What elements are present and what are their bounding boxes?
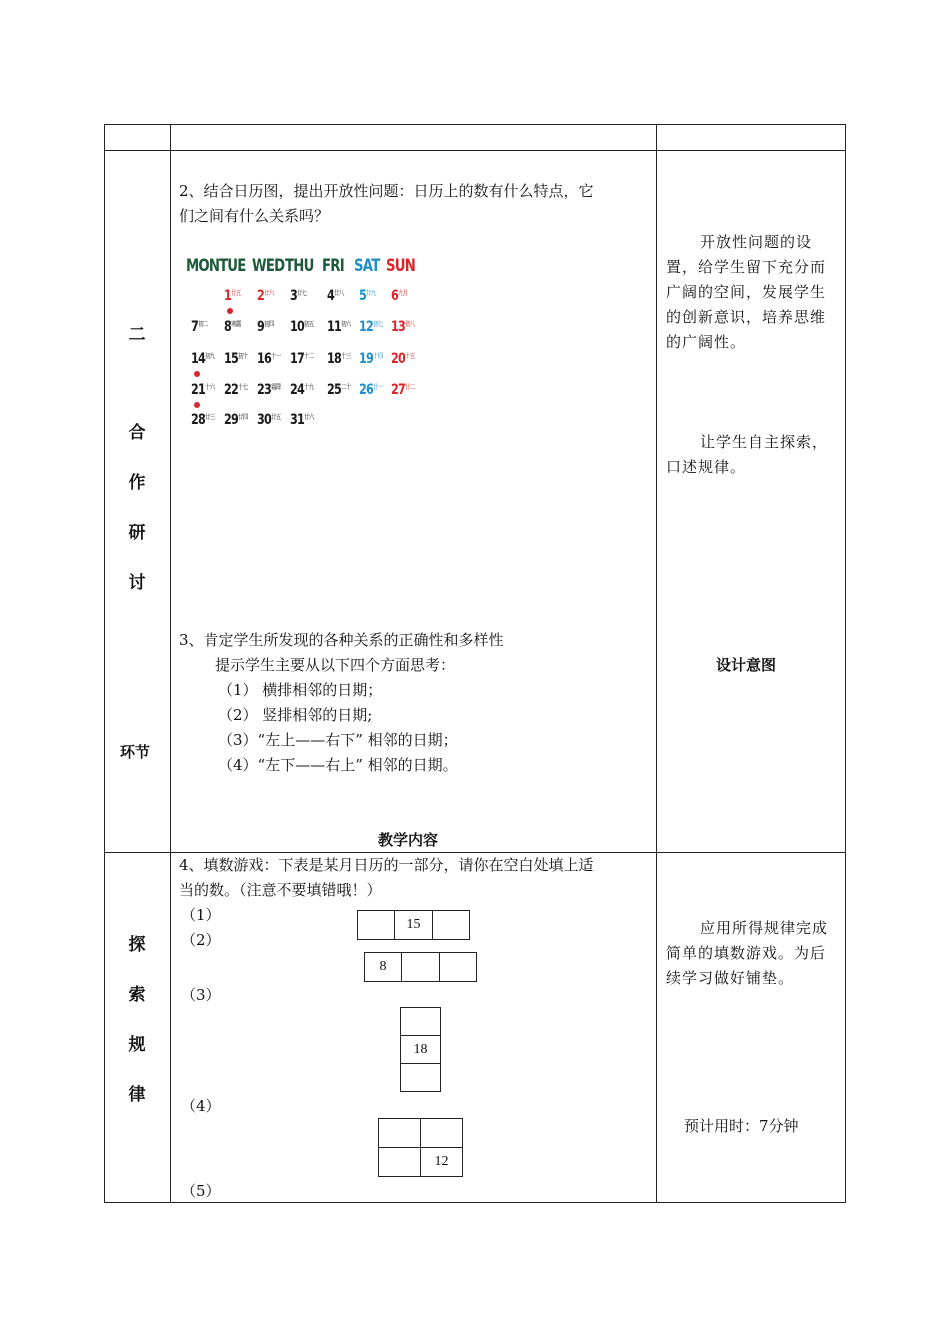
calendar-lunar-date: 十五	[404, 352, 415, 360]
calendar-day	[391, 319, 415, 335]
grid4-cell[interactable]	[378, 1118, 421, 1148]
grid3-cell[interactable]: 18	[400, 1035, 441, 1064]
calendar-lunar-date: 廿九	[366, 289, 376, 297]
grid1-cell[interactable]	[432, 910, 470, 940]
calendar-lunar-date: 霜降	[270, 383, 281, 391]
calendar-lunar-date: 廿三	[204, 413, 215, 421]
calendar-mark-dot	[227, 308, 233, 314]
grid4-cell[interactable]	[420, 1118, 463, 1148]
calendar-day-number: 19	[359, 351, 373, 367]
calendar-day	[290, 319, 314, 335]
calendar-day-number: 18	[327, 351, 341, 367]
calendar-lunar-date: 二十	[340, 383, 351, 391]
item3-point-2: （2） 竖排相邻的日期;	[218, 706, 373, 724]
calendar-lunar-date: 十三	[340, 352, 351, 360]
calendar-day	[191, 351, 215, 367]
calendar-weekday: WED	[252, 256, 285, 276]
calendar-weekday: FRI	[322, 256, 344, 276]
calendar-day-number: 23	[257, 382, 271, 398]
calendar-day	[224, 412, 248, 428]
calendar-day	[290, 412, 314, 428]
item3-point-4: （4）“左下——右上” 相邻的日期。	[218, 756, 458, 774]
calendar-weekday: TUE	[219, 256, 246, 276]
grid2-cell[interactable]: 8	[364, 952, 402, 982]
calendar-weekday: THU	[285, 256, 314, 276]
calendar-day	[359, 319, 383, 335]
calendar-day-number: 4	[327, 288, 334, 304]
calendar-lunar-date: 初九	[204, 352, 215, 360]
calendar-day-number: 30	[257, 412, 271, 428]
calendar-day	[290, 351, 314, 367]
stage-char-1: 二	[128, 325, 146, 345]
calendar-day	[327, 319, 351, 335]
calendar-lunar-date: 寒露	[231, 320, 241, 328]
calendar-day-number: 15	[224, 351, 238, 367]
grid3-cell[interactable]	[400, 1007, 441, 1036]
calendar-day-number: 5	[359, 288, 366, 304]
calendar-weekday: SUN	[386, 256, 416, 276]
design-intent-label: 设计意图	[716, 656, 777, 674]
calendar-day	[191, 319, 208, 335]
huanjie-label: 环节	[120, 743, 151, 761]
column-divider-1	[170, 124, 171, 1203]
column-divider-2	[656, 124, 657, 1203]
calendar-day	[224, 382, 248, 398]
item2-line2: 们之间有什么关系吗？	[179, 207, 330, 225]
calendar-day-number: 21	[191, 382, 205, 398]
grid4-cell[interactable]: 12	[420, 1147, 463, 1177]
calendar-day-number: 12	[359, 319, 373, 335]
calendar-day-number: 2	[257, 288, 264, 304]
calendar-mark-dot	[194, 371, 200, 377]
stage-char-4: 研	[128, 523, 146, 543]
calendar-day-number: 9	[257, 319, 264, 335]
table-left-border	[104, 124, 105, 1203]
stage-char-2: 合	[128, 423, 146, 443]
grid1-cell[interactable]: 15	[394, 910, 433, 940]
calendar-day-number: 8	[224, 319, 231, 335]
calendar-day-number: 7	[191, 319, 198, 335]
calendar-lunar-date: 廿二	[404, 383, 415, 391]
calendar-lunar-date: 初七	[372, 320, 383, 328]
calendar-day-number: 24	[290, 382, 304, 398]
calendar-day	[257, 288, 274, 304]
calendar-day-number: 29	[224, 412, 238, 428]
exercise-label-5: （5）	[181, 1182, 221, 1200]
calendar-day	[224, 288, 241, 304]
stage2-char-3: 规	[128, 1035, 146, 1055]
calendar-day	[224, 351, 248, 367]
calendar-lunar-date: 十七	[237, 383, 248, 391]
calendar-day	[359, 351, 383, 367]
calendar-lunar-date: 十一	[270, 352, 281, 360]
calendar-lunar-date: 初六	[340, 320, 351, 328]
calendar-day	[257, 412, 281, 428]
calendar-weekday: MON	[186, 256, 220, 276]
grid1-cell[interactable]	[357, 910, 395, 940]
calendar-image	[186, 256, 422, 436]
item3-point-1: （1） 横排相邻的日期；	[218, 681, 383, 699]
calendar-day-number: 27	[391, 382, 405, 398]
stage2-char-1: 探	[128, 935, 146, 955]
table-top-border	[104, 124, 846, 125]
calendar-day	[290, 288, 307, 304]
calendar-day	[391, 288, 408, 304]
calendar-lunar-date: 廿一	[372, 383, 383, 391]
calendar-day	[191, 382, 215, 398]
table-right-border	[845, 124, 846, 1203]
calendar-day	[224, 319, 241, 335]
design-note-fill-game: 应用所得规律完成简单的填数游戏。为后续学习做好铺垫。	[666, 919, 829, 987]
grid2-cell[interactable]	[439, 952, 477, 982]
calendar-day-number: 14	[191, 351, 205, 367]
calendar-day	[257, 382, 281, 398]
calendar-lunar-date: 廿六	[264, 289, 274, 297]
calendar-lunar-date: 初二	[198, 320, 208, 328]
calendar-lunar-date: 十二	[303, 352, 314, 360]
calendar-lunar-date: 十四	[372, 352, 383, 360]
calendar-lunar-date: 廿四	[237, 413, 248, 421]
stage-char-5: 讨	[128, 573, 146, 593]
calendar-day-number: 28	[191, 412, 205, 428]
grid4-cell[interactable]	[378, 1147, 421, 1177]
calendar-day-number: 3	[290, 288, 297, 304]
calendar-day	[327, 382, 351, 398]
calendar-day	[391, 382, 415, 398]
stage-char-3: 作	[128, 473, 146, 493]
calendar-day	[327, 288, 344, 304]
calendar-lunar-date: 廿七	[297, 289, 307, 297]
calendar-day	[391, 351, 415, 367]
stage2-char-2: 索	[128, 985, 146, 1005]
grid3-cell[interactable]	[400, 1063, 441, 1092]
calendar-day-number: 16	[257, 351, 271, 367]
calendar-weekday: SAT	[354, 256, 380, 276]
calendar-lunar-date: 初八	[404, 320, 415, 328]
calendar-day-number: 22	[224, 382, 238, 398]
exercise-label-2: （2）	[181, 931, 221, 949]
calendar-day	[327, 351, 351, 367]
calendar-day-number: 6	[391, 288, 398, 304]
calendar-day-number: 26	[359, 382, 373, 398]
grid2-cell[interactable]	[401, 952, 440, 982]
item3-title: 3、肯定学生所发现的各种关系的正确性和多样性	[179, 631, 504, 649]
calendar-lunar-date: 九月	[398, 289, 408, 297]
calendar-lunar-date: 初四	[264, 320, 274, 328]
item3-point-3: （3）“左上——右下” 相邻的日期；	[218, 731, 458, 749]
calendar-day	[290, 382, 314, 398]
calendar-day-number: 17	[290, 351, 304, 367]
calendar-lunar-date: 廿五	[231, 289, 241, 297]
calendar-lunar-date: 廿六	[303, 413, 314, 421]
item4-line2: 当的数。（注意不要填错哦！）	[179, 881, 382, 899]
design-note-self-explore: 让学生自主探索，口述规律。	[666, 433, 829, 476]
calendar-day-number: 10	[290, 319, 304, 335]
exercise-label-1: （1）	[181, 906, 221, 924]
calendar-day-number: 25	[327, 382, 341, 398]
calendar-day	[359, 288, 376, 304]
calendar-day-number: 1	[224, 288, 231, 304]
item4-line1: 4、填数游戏：下表是某月日历的一部分，请你在空白处填上适	[179, 856, 594, 874]
calendar-lunar-date: 廿八	[334, 289, 344, 297]
calendar-day-number: 31	[290, 412, 304, 428]
calendar-lunar-date: 初十	[237, 352, 248, 360]
calendar-day	[191, 412, 215, 428]
item3-hint: 提示学生主要从以下四个方面思考：	[215, 656, 456, 674]
calendar-day-number: 11	[327, 319, 341, 335]
calendar-lunar-date: 廿五	[270, 413, 281, 421]
item2-line1: 2、结合日历图，提出开放性问题：日历上的数有什么特点，它	[179, 182, 594, 200]
exercise-label-3: （3）	[181, 986, 221, 1004]
teaching-content-label: 教学内容	[378, 831, 439, 849]
calendar-day-number: 13	[391, 319, 405, 335]
exercise-label-4: （4）	[181, 1097, 221, 1115]
calendar-lunar-date: 十九	[303, 383, 314, 391]
calendar-day	[257, 351, 281, 367]
stage2-char-4: 律	[128, 1085, 146, 1105]
estimated-time: 预计用时：7分钟	[684, 1117, 799, 1135]
calendar-day	[359, 382, 383, 398]
calendar-lunar-date: 初五	[303, 320, 314, 328]
design-note-open-question: 开放性问题的设置，给学生留下充分而广阔的空间，发展学生的创新意识，培养思维的广阔性。	[666, 233, 827, 351]
calendar-lunar-date: 十六	[204, 383, 215, 391]
header-row-divider	[104, 150, 846, 151]
calendar-day	[257, 319, 274, 335]
calendar-mark-dot	[194, 402, 200, 408]
calendar-day-number: 20	[391, 351, 405, 367]
